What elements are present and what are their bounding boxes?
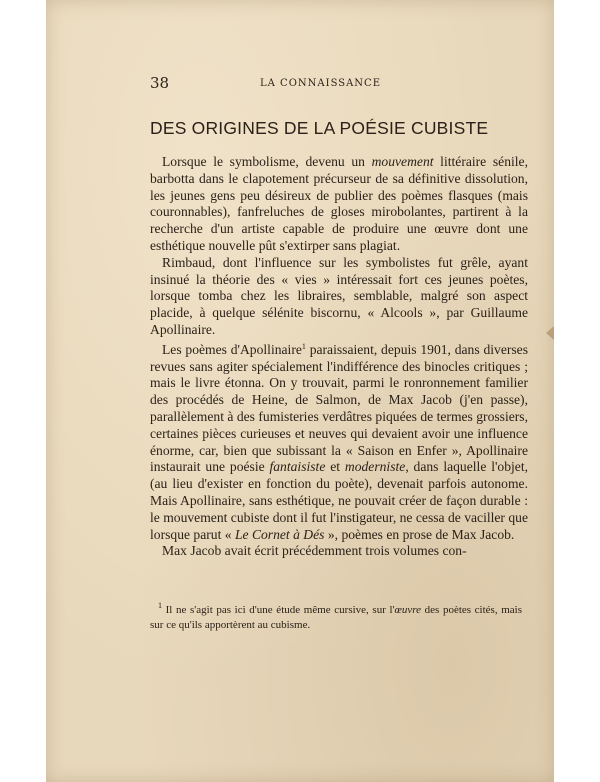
footnote-paragraph bbox=[150, 598, 522, 633]
footnote-reference: 1 bbox=[301, 341, 306, 351]
paragraph-3-text-b: paraissaient, depuis 1901, dans diverses revues sans agiter spécialement l'indifférence des binocles critiques ; mais le livre étonna. On y trouvait, parmi le ronronnement familier des procédés de Heine, de Salmon, de Max Jacob (j'en passe), parallèlement à des fumisteries verdâtres piquées de termes grossiers, certaines pièces curieuses et neuves qui devaient avoir une influence énorme, car, bien que subissant la « Saison en Enfer », Apollinaire instaurait une poésie bbox=[150, 341, 528, 475]
footnote-marker: 1 bbox=[158, 601, 162, 610]
running-head: LA CONNAISSANCE bbox=[260, 78, 382, 89]
footnote-text-a: Il ne s'agit pas ici d'une étude même cursive, sur l' bbox=[162, 604, 395, 616]
paragraph-3 bbox=[150, 339, 528, 544]
paragraph-4 bbox=[150, 543, 528, 560]
paragraph-3-italic-3: Le Cornet à Dés bbox=[234, 526, 325, 542]
page-header bbox=[150, 74, 500, 94]
paragraph-2-text: Rimbaud, dont l'influence sur les symbolistes fut grêle, ayant insinué la théorie des « vies » intéressait fort ces jeunes poètes, lorsque tomba chez les libraires, semblable, malgré son aspect placide, à quelque sélénite biscornu, « Alcools », par Guillaume Apollinaire. bbox=[150, 254, 528, 337]
paragraph-3-text-a: Les poèmes d'Apollinaire bbox=[162, 341, 302, 357]
paragraph-1-text-b: littéraire sénile, barbotta dans le clapotement précurseur de sa définitive dissolution, les jeunes gens peu désireux de publier des poèmes flasques (mais couronnables), fanfreluches de gloses mirobolantes, partirent à la recherche d'un artiste capable de produire une œuvre dont une esthétique nouvelle pût s'extirper sans plagiat. bbox=[150, 154, 528, 253]
paragraph-3-text-e: », poèmes en prose de Max Jacob. bbox=[324, 526, 515, 542]
paragraph-3-italic-1: fantaisiste bbox=[269, 459, 326, 475]
page-fold-mark bbox=[546, 326, 554, 340]
paragraph-1 bbox=[150, 154, 528, 255]
paragraph-3-text-c: et bbox=[325, 459, 345, 475]
paragraph-4-text: Max Jacob avait écrit précédemment trois volumes con- bbox=[162, 543, 467, 559]
paragraph-1-italic: mouvement bbox=[371, 154, 434, 169]
page-number: 38 bbox=[150, 74, 170, 92]
paragraph-3-text-d: , dans laquelle l'objet, (au lieu d'exister en fonction du poète), devenait parfois autonome. Mais Apollinaire, sans esthétique, ne pouvait créer de façon durable : le mouvement cubiste dont il fut l'instigateur, ne cessa de vaciller que lorsque parut « bbox=[150, 459, 529, 542]
footnote-text-b: des poètes cités, mais sur ce qu'ils apportèrent au cubisme. bbox=[150, 604, 522, 631]
paragraph-3-italic-2: moderniste bbox=[344, 459, 406, 475]
body-text bbox=[150, 154, 528, 560]
footnote-italic: œuvre bbox=[394, 604, 422, 616]
paragraph-1-text-a: Lorsque le symbolisme, devenu un bbox=[162, 154, 372, 169]
book-page bbox=[46, 0, 554, 782]
footnote bbox=[150, 598, 522, 633]
paragraph-2 bbox=[150, 255, 528, 339]
chapter-title: DES ORIGINES DE LA POÉSIE CUBISTE bbox=[150, 118, 489, 138]
